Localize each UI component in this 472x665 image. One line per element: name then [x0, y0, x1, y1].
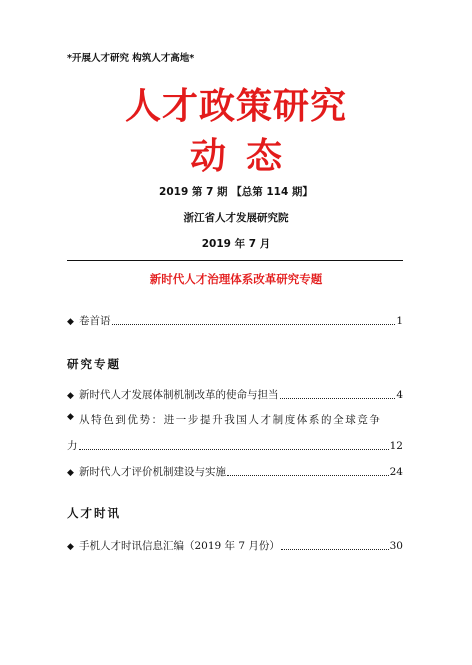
- section-heading-research: 研究专题: [67, 357, 121, 371]
- publication-date: 2019 年 7 月: [201, 238, 271, 250]
- toc-item[interactable]: [67, 538, 403, 553]
- toc-item[interactable]: [67, 387, 403, 402]
- publication-title: 人才政策研究: [124, 85, 347, 127]
- dot-leader: [79, 449, 389, 450]
- dot-leader: [112, 324, 396, 325]
- section-heading-news: 人才时讯: [67, 506, 121, 520]
- toc-item-label: 手机人才时讯信息汇编（2019 年 7 月份）: [79, 540, 280, 552]
- tagline: *开展人才研究 构筑人才高地*: [67, 53, 195, 64]
- toc-page-number: 1: [396, 315, 403, 327]
- toc-page-number: 12: [389, 440, 403, 452]
- diamond-bullet-icon: ◆: [67, 412, 74, 422]
- toc-item[interactable]: [67, 412, 403, 427]
- toc-item-label: 新时代人才评价机制建设与实施: [79, 466, 226, 478]
- diamond-bullet-icon: ◆: [67, 468, 74, 478]
- toc-item-label: 力: [67, 440, 78, 452]
- toc-item-continuation[interactable]: [67, 438, 403, 453]
- issue-number: 2019 第 7 期 【总第 114 期】: [159, 186, 313, 198]
- organization-name: 浙江省人才发展研究院: [183, 212, 289, 224]
- dot-leader: [280, 398, 396, 399]
- dot-leader: [227, 475, 389, 476]
- toc-item-label: 从特色到优势：进一步提升我国人才制度体系的全球竞争: [79, 414, 382, 426]
- toc-page-number: 4: [396, 389, 403, 401]
- toc-item-label: 新时代人才发展体制机制改革的使命与担当: [79, 389, 279, 401]
- dot-leader: [281, 549, 389, 550]
- toc-item-preface[interactable]: [67, 313, 403, 328]
- diamond-bullet-icon: ◆: [67, 542, 74, 552]
- diamond-bullet-icon: ◆: [67, 317, 74, 327]
- diamond-bullet-icon: ◆: [67, 391, 74, 401]
- toc-item-label: 卷首语: [79, 315, 111, 327]
- special-topic-title: 新时代人才治理体系改革研究专题: [149, 272, 323, 286]
- toc-item[interactable]: [67, 464, 403, 479]
- publication-subtitle: 动态: [189, 135, 302, 177]
- horizontal-divider: [67, 260, 403, 261]
- toc-page-number: 30: [389, 540, 403, 552]
- toc-page-number: 24: [389, 466, 403, 478]
